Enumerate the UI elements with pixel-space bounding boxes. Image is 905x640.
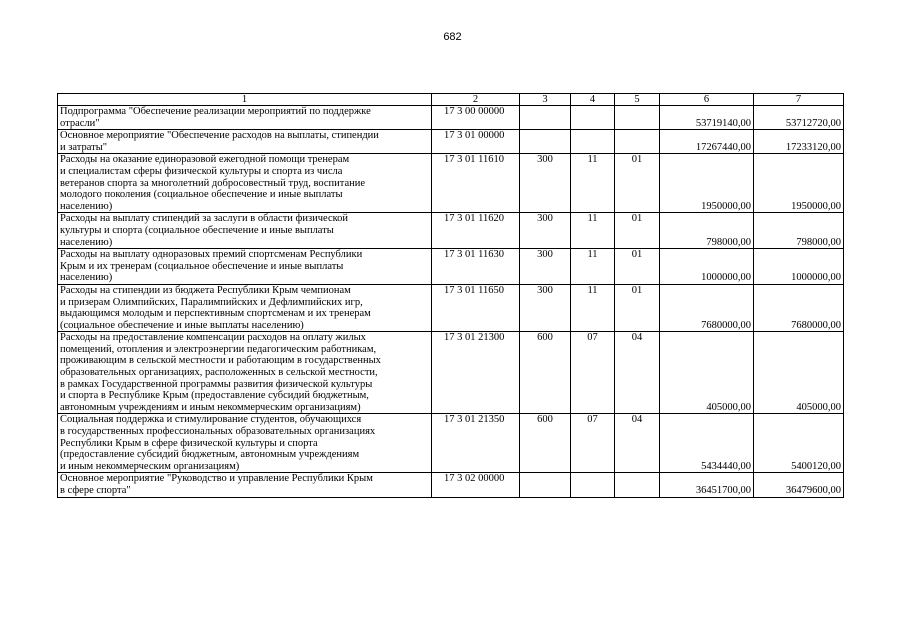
row-section-cell: 11 [571,249,615,285]
table-row [58,130,844,154]
row-code-cell: 17 3 00 00000 [432,106,520,130]
page-number: 682 [443,31,462,43]
row-name-line: Основное мероприятие "Обеспечение расходов на выплаты, стипендии [60,130,379,142]
row-section-cell: 07 [571,414,615,473]
row-subsection-cell: 04 [615,332,660,414]
row-amount-year2-cell: 1950000,00 [754,154,844,213]
row-name-cell [58,473,432,497]
row-amount-year1-cell: 7680000,00 [660,284,754,331]
row-name-cell [58,154,432,213]
row-code-cell: 17 3 01 00000 [432,130,520,154]
header-col-5: 5 [615,94,660,106]
row-section-cell: 11 [571,154,615,213]
row-subsection-cell [615,106,660,130]
row-expense-type-cell: 300 [520,213,571,249]
header-col-2: 2 [432,94,520,106]
row-amount-year2-cell: 798000,00 [754,213,844,249]
table-header-row [58,94,844,106]
row-amount-year1-cell: 1000000,00 [660,249,754,285]
row-code-cell: 17 3 01 11650 [432,284,520,331]
row-subsection-cell [615,130,660,154]
row-expense-type-cell: 600 [520,332,571,414]
row-name-line: в рамках Государственной программы развития физической культуры [60,378,373,390]
row-name-line: в государственных профессиональных образовательных организациях [60,426,376,438]
row-name-line: в сфере спорта" [60,485,131,496]
row-amount-year2-cell: 17233120,00 [754,130,844,154]
row-amount-year2-cell: 405000,00 [754,332,844,414]
row-expense-type-cell [520,473,571,497]
header-col-4: 4 [571,94,615,106]
table-row [58,473,844,497]
row-name-line: образовательных организациях, расположенных в сельской местности, [60,367,378,379]
row-subsection-cell: 04 [615,414,660,473]
row-code-cell: 17 3 01 21350 [432,414,520,473]
row-name-line: Подпрограмма "Обеспечение реализации мероприятий по поддержке [60,106,371,117]
row-name-line: помещений, отопления и электроэнергии педагогическим работникам, [60,343,377,355]
row-name-cell [58,414,432,473]
row-expense-type-cell [520,130,571,154]
row-name-line: ветеранов спорта за многолетний добросовестный труд, воспитание [60,177,366,189]
row-section-cell: 11 [571,213,615,249]
row-section-cell [571,106,615,130]
row-name-line: и специалистам сферы физической культуры и спорта из числа [60,165,343,177]
row-expense-type-cell: 300 [520,154,571,213]
row-name-line: и иным некоммерческим организациям) [60,460,240,472]
row-name-line: Основное мероприятие "Руководство и управление Республики Крым [60,473,373,485]
row-name-line: Расходы на предоставление компенсации расходов на оплату жилых [60,332,366,344]
row-name-cell [58,249,432,285]
row-name-line: населению) [60,236,113,248]
row-code-cell: 17 3 01 11620 [432,213,520,249]
row-name-line: населению) [60,272,113,284]
row-name-line: автономным учреждениям и иным некоммерческим организациям) [60,401,361,413]
row-name-cell [58,213,432,249]
row-amount-year1-cell: 5434440,00 [660,414,754,473]
row-amount-year2-cell: 53712720,00 [754,106,844,130]
row-name-line: и спорта в Республике Крым (предоставление субсидий бюджетным, [60,390,369,402]
row-name-cell [58,284,432,331]
row-name-line: культуры и спорта (социальное обеспечение и иные выплаты [60,224,334,236]
row-amount-year1-cell: 53719140,00 [660,106,754,130]
budget-table [57,93,844,498]
row-subsection-cell: 01 [615,154,660,213]
row-subsection-cell: 01 [615,213,660,249]
table-row [58,249,844,285]
table-body [58,106,844,498]
header-col-1: 1 [58,94,432,106]
table-row [58,106,844,130]
row-name-line: молодого поколения (социальное обеспечение и иные выплаты [60,189,343,201]
row-subsection-cell: 01 [615,284,660,331]
row-name-line: Расходы на стипендии из бюджета Республики Крым чемпионам [60,284,351,296]
table-row [58,154,844,213]
row-name-line: (социальное обеспечение и иные выплаты населению) [60,319,304,331]
row-expense-type-cell: 300 [520,284,571,331]
row-name-line: Расходы на выплату стипендий за заслуги в области физической [60,213,349,225]
row-name-line: и затраты" [60,141,108,153]
row-name-line: Крым и их тренерам (социальное обеспечение и иные выплаты [60,260,344,272]
row-amount-year1-cell: 36451700,00 [660,473,754,497]
row-code-cell: 17 3 01 21300 [432,332,520,414]
row-section-cell: 11 [571,284,615,331]
row-expense-type-cell: 600 [520,414,571,473]
row-expense-type-cell: 300 [520,249,571,285]
row-amount-year2-cell: 1000000,00 [754,249,844,285]
row-amount-year2-cell: 5400120,00 [754,414,844,473]
row-amount-year1-cell: 1950000,00 [660,154,754,213]
row-name-line: выдающимся молодым и перспективным спортсменам и их тренерам [60,308,371,320]
row-name-cell [58,332,432,414]
row-expense-type-cell [520,106,571,130]
table-row [58,284,844,331]
row-section-cell: 07 [571,332,615,414]
row-code-cell: 17 3 01 11630 [432,249,520,285]
row-name-line: Расходы на оказание единоразовой ежегодной помощи тренерам [60,154,350,166]
row-subsection-cell: 01 [615,249,660,285]
header-col-3: 3 [520,94,571,106]
row-name-line: Республики Крым в сфере физической культуры и спорта [60,437,318,449]
table-row [58,332,844,414]
row-name-line: Расходы на выплату одноразовых премий спортсменам Республики [60,249,363,261]
row-name-cell [58,130,432,154]
row-name-line: и призерам Олимпийских, Паралимпийских и Дефлимпийских игр, [60,296,363,308]
table-row [58,213,844,249]
row-name-line: Социальная поддержка и стимулирование студентов, обучающихся [60,414,362,426]
header-col-7: 7 [754,94,844,106]
row-amount-year2-cell: 36479600,00 [754,473,844,497]
row-code-cell: 17 3 01 11610 [432,154,520,213]
row-section-cell [571,130,615,154]
row-section-cell [571,473,615,497]
row-subsection-cell [615,473,660,497]
row-code-cell: 17 3 02 00000 [432,473,520,497]
row-amount-year1-cell: 798000,00 [660,213,754,249]
row-name-line: населению) [60,200,113,212]
row-amount-year1-cell: 405000,00 [660,332,754,414]
table-row [58,414,844,473]
row-name-cell [58,106,432,130]
row-amount-year2-cell: 7680000,00 [754,284,844,331]
row-name-line: отрасли" [60,117,100,129]
row-name-line: проживающим в сельской местности и работающим в государственных [60,355,381,367]
header-col-6: 6 [660,94,754,106]
row-name-line: (предоставление субсидий бюджетным, автономным учреждениям [60,449,360,461]
row-amount-year1-cell: 17267440,00 [660,130,754,154]
